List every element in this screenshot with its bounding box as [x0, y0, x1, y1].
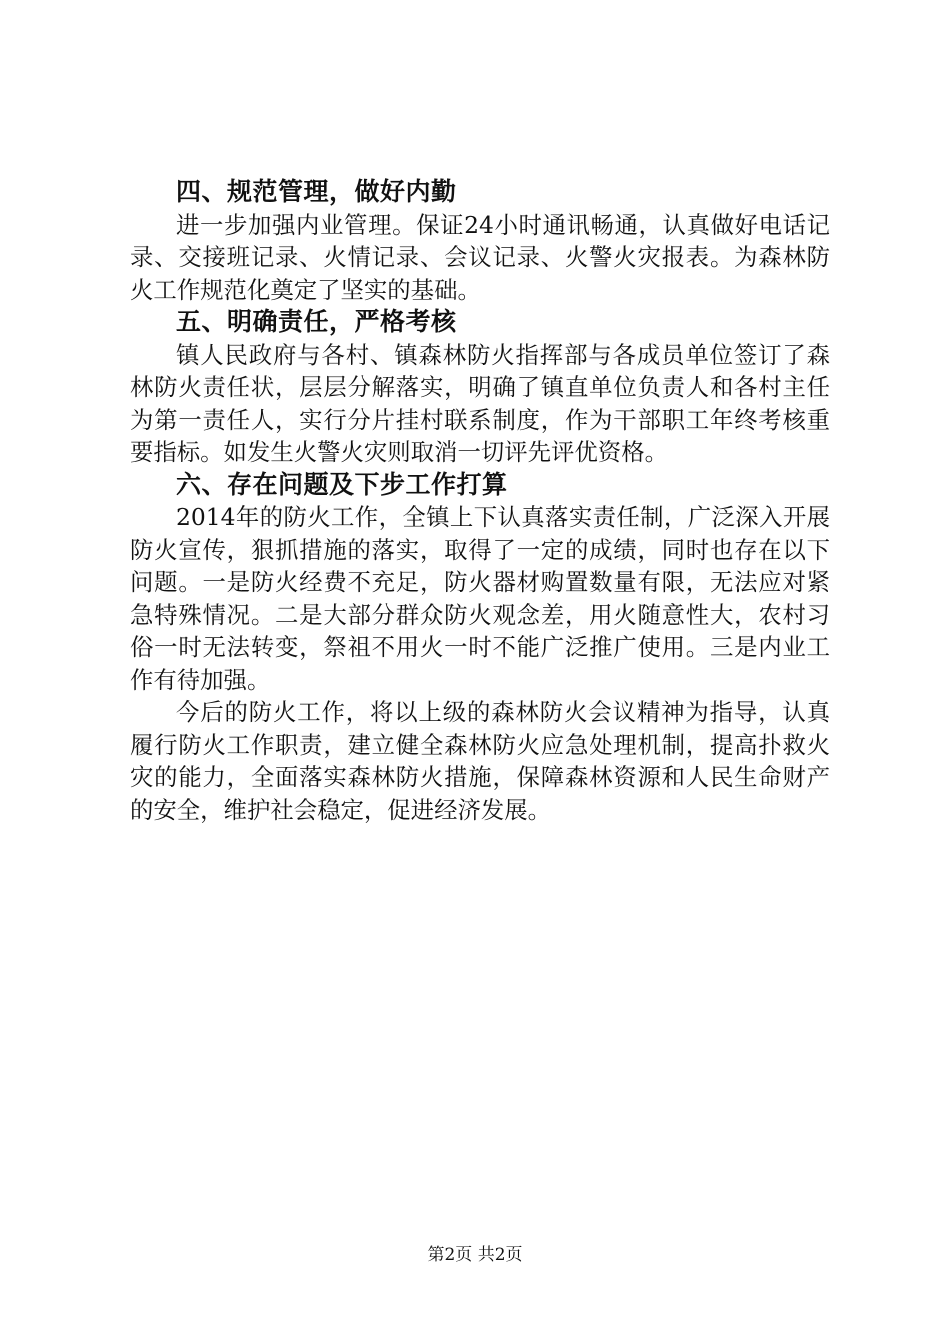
section-heading: 五、明确责任，严格考核: [176, 307, 457, 336]
section-paragraph: 进一步加强内业管理。保证24小时通讯畅通，认真做好电话记录、交接班记录、火情记录、会议记录、火警火灾报表。为森林防火工作规范化奠定了坚实的基础。: [130, 210, 830, 304]
document-body: [130, 176, 830, 826]
section-heading: 四、规范管理，做好内勤: [176, 177, 457, 206]
section-paragraph: 今后的防火工作，将以上级的森林防火会议精神为指导，认真履行防火工作职责，建立健全森林防火应急处理机制，提高扑救火灾的能力，全面落实森林防火措施，保障森林资源和人民生命财产的安全，维护社会稳定，促进经济发展。: [130, 698, 830, 824]
section-paragraph: 2014年的防火工作，全镇上下认真落实责任制，广泛深入开展防火宣传，狠抓措施的落实，取得了一定的成绩，同时也存在以下问题。一是防火经费不充足，防火器材购置数量有限，无法应对紧急特殊情况。二是大部分群众防火观念差，用火随意性大，农村习俗一时无法转变，祭祖不用火一时不能广泛推广使用。三是内业工作有待加强。: [130, 503, 830, 694]
page-footer: 第2页 共2页: [427, 1245, 523, 1265]
section-heading: 六、存在问题及下步工作打算: [176, 469, 508, 499]
section-paragraph: 镇人民政府与各村、镇森林防火指挥部与各成员单位签订了森林防火责任状，层层分解落实，明确了镇直单位负责人和各村主任为第一责任人，实行分片挂村联系制度，作为干部职工年终考核重要指标。如发生火警火灾则取消一切评先评优资格。: [130, 340, 830, 466]
